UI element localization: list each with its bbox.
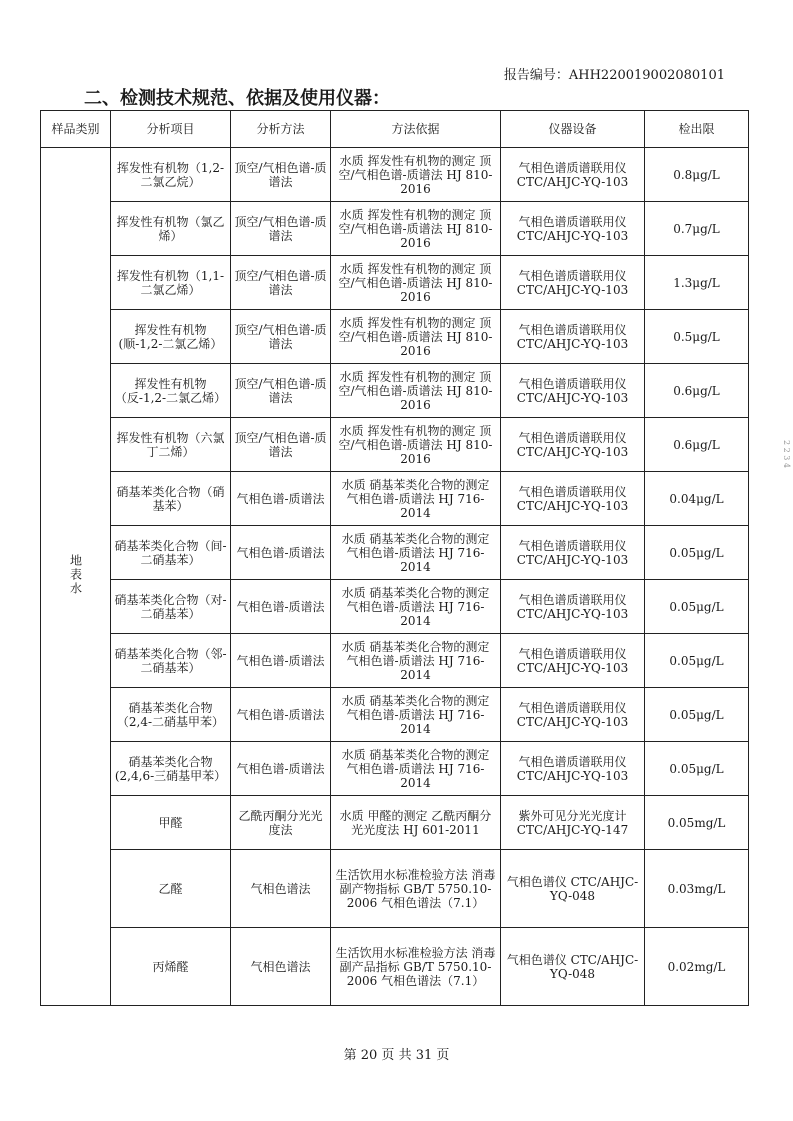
table-row (41, 148, 749, 202)
limit-cell: 0.6μg/L (645, 364, 749, 418)
table-row (41, 796, 749, 850)
table-row (41, 202, 749, 256)
table-row (41, 364, 749, 418)
item-cell: 挥发性有机物（氯乙烯） (111, 202, 231, 256)
table-row (41, 580, 749, 634)
instrument-cell: 气相色谱仪 CTC/AHJC-YQ-048 (501, 928, 645, 1006)
table-header-row (41, 111, 749, 148)
method-cell: 气相色谱-质谱法 (231, 688, 331, 742)
basis-cell: 水质 挥发性有机物的测定 顶空/气相色谱-质谱法 HJ 810-2016 (331, 148, 501, 202)
instrument-cell: 紫外可见分光光度计 CTC/AHJC-YQ-147 (501, 796, 645, 850)
limit-cell: 0.05μg/L (645, 688, 749, 742)
method-cell: 顶空/气相色谱-质谱法 (231, 418, 331, 472)
limit-cell: 0.02mg/L (645, 928, 749, 1006)
table-row (41, 928, 749, 1006)
basis-cell: 水质 硝基苯类化合物的测定 气相色谱-质谱法 HJ 716-2014 (331, 580, 501, 634)
limit-cell: 0.05μg/L (645, 742, 749, 796)
method-cell: 气相色谱法 (231, 928, 331, 1006)
table-row (41, 418, 749, 472)
header-category: 样品类别 (41, 111, 111, 148)
method-cell: 顶空/气相色谱-质谱法 (231, 310, 331, 364)
header-method: 分析方法 (231, 111, 331, 148)
basis-cell: 水质 挥发性有机物的测定 顶空/气相色谱-质谱法 HJ 810-2016 (331, 364, 501, 418)
method-cell: 顶空/气相色谱-质谱法 (231, 148, 331, 202)
method-cell: 顶空/气相色谱-质谱法 (231, 364, 331, 418)
instrument-cell: 气相色谱质谱联用仪 CTC/AHJC-YQ-103 (501, 418, 645, 472)
basis-cell: 水质 硝基苯类化合物的测定 气相色谱-质谱法 HJ 716-2014 (331, 742, 501, 796)
table-row (41, 688, 749, 742)
instrument-cell: 气相色谱质谱联用仪 CTC/AHJC-YQ-103 (501, 580, 645, 634)
basis-cell: 水质 挥发性有机物的测定 顶空/气相色谱-质谱法 HJ 810-2016 (331, 310, 501, 364)
item-cell: 挥发性有机物（1,2-二氯乙烷） (111, 148, 231, 202)
category-cell (41, 148, 111, 1006)
method-cell: 气相色谱法 (231, 850, 331, 928)
item-cell: 甲醛 (111, 796, 231, 850)
page-number: 第 20 页 共 31 页 (343, 1048, 450, 1063)
basis-cell: 水质 甲醛的测定 乙酰丙酮分光光度法 HJ 601-2011 (331, 796, 501, 850)
category-label: 地表水 (68, 554, 83, 596)
limit-cell: 1.3μg/L (645, 256, 749, 310)
instrument-cell: 气相色谱质谱联用仪 CTC/AHJC-YQ-103 (501, 256, 645, 310)
item-cell: 挥发性有机物（反-1,2-二氯乙烯） (111, 364, 231, 418)
basis-cell: 水质 挥发性有机物的测定 顶空/气相色谱-质谱法 HJ 810-2016 (331, 418, 501, 472)
limit-cell: 0.05μg/L (645, 526, 749, 580)
item-cell: 硝基苯类化合物（硝基苯） (111, 472, 231, 526)
header-limit: 检出限 (645, 111, 749, 148)
report-number: 报告编号：AHH220019002080101 (503, 68, 725, 83)
method-cell: 气相色谱-质谱法 (231, 472, 331, 526)
basis-cell: 生活饮用水标准检验方法 消毒副产物指标 GB/T 5750.10-2006 气相色谱法（7.1） (331, 850, 501, 928)
instrument-cell: 气相色谱质谱联用仪 CTC/AHJC-YQ-103 (501, 472, 645, 526)
method-cell: 气相色谱-质谱法 (231, 634, 331, 688)
table-row (41, 310, 749, 364)
header-item: 分析项目 (111, 111, 231, 148)
limit-cell: 0.03mg/L (645, 850, 749, 928)
limit-cell: 0.5μg/L (645, 310, 749, 364)
basis-cell: 水质 硝基苯类化合物的测定 气相色谱-质谱法 HJ 716-2014 (331, 688, 501, 742)
item-cell: 挥发性有机物（六氯丁二烯） (111, 418, 231, 472)
instrument-cell: 气相色谱质谱联用仪 CTC/AHJC-YQ-103 (501, 634, 645, 688)
item-cell: 硝基苯类化合物（邻-二硝基苯） (111, 634, 231, 688)
method-cell: 气相色谱-质谱法 (231, 526, 331, 580)
method-cell: 顶空/气相色谱-质谱法 (231, 202, 331, 256)
item-cell: 乙醛 (111, 850, 231, 928)
method-cell: 乙酰丙酮分光光度法 (231, 796, 331, 850)
instrument-cell: 气相色谱质谱联用仪 CTC/AHJC-YQ-103 (501, 364, 645, 418)
limit-cell: 0.05μg/L (645, 580, 749, 634)
limit-cell: 0.6μg/L (645, 418, 749, 472)
instrument-cell: 气相色谱仪 CTC/AHJC-YQ-048 (501, 850, 645, 928)
basis-cell: 水质 挥发性有机物的测定 顶空/气相色谱-质谱法 HJ 810-2016 (331, 202, 501, 256)
instrument-cell: 气相色谱质谱联用仪 CTC/AHJC-YQ-103 (501, 310, 645, 364)
item-cell: 挥发性有机物(顺-1,2-二氯乙烯） (111, 310, 231, 364)
basis-cell: 水质 硝基苯类化合物的测定 气相色谱-质谱法 HJ 716-2014 (331, 472, 501, 526)
header-basis: 方法依据 (331, 111, 501, 148)
table-row (41, 472, 749, 526)
instrument-cell: 气相色谱质谱联用仪 CTC/AHJC-YQ-103 (501, 742, 645, 796)
basis-cell: 水质 硝基苯类化合物的测定 气相色谱-质谱法 HJ 716-2014 (331, 634, 501, 688)
method-cell: 顶空/气相色谱-质谱法 (231, 256, 331, 310)
instrument-cell: 气相色谱质谱联用仪 CTC/AHJC-YQ-103 (501, 526, 645, 580)
limit-cell: 0.05mg/L (645, 796, 749, 850)
table-row (41, 742, 749, 796)
table-row (41, 526, 749, 580)
item-cell: 挥发性有机物（1,1-二氯乙烯） (111, 256, 231, 310)
limit-cell: 0.8μg/L (645, 148, 749, 202)
instrument-cell: 气相色谱质谱联用仪 CTC/AHJC-YQ-103 (501, 688, 645, 742)
basis-cell: 水质 硝基苯类化合物的测定 气相色谱-质谱法 HJ 716-2014 (331, 526, 501, 580)
item-cell: 硝基苯类化合物(2,4,6-三硝基甲苯） (111, 742, 231, 796)
method-cell: 气相色谱-质谱法 (231, 742, 331, 796)
spec-table (40, 110, 749, 1006)
table-row (41, 850, 749, 928)
item-cell: 硝基苯类化合物（2,4-二硝基甲苯） (111, 688, 231, 742)
item-cell: 硝基苯类化合物（间-二硝基苯） (111, 526, 231, 580)
item-cell: 丙烯醛 (111, 928, 231, 1006)
limit-cell: 0.04μg/L (645, 472, 749, 526)
method-cell: 气相色谱-质谱法 (231, 580, 331, 634)
instrument-cell: 气相色谱质谱联用仪 CTC/AHJC-YQ-103 (501, 148, 645, 202)
margin-mark: 2 2 3 4 (782, 440, 791, 468)
header-instrument: 仪器设备 (501, 111, 645, 148)
basis-cell: 水质 挥发性有机物的测定 顶空/气相色谱-质谱法 HJ 810-2016 (331, 256, 501, 310)
limit-cell: 0.05μg/L (645, 634, 749, 688)
item-cell: 硝基苯类化合物（对-二硝基苯） (111, 580, 231, 634)
instrument-cell: 气相色谱质谱联用仪 CTC/AHJC-YQ-103 (501, 202, 645, 256)
limit-cell: 0.7μg/L (645, 202, 749, 256)
basis-cell: 生活饮用水标准检验方法 消毒副产品指标 GB/T 5750.10-2006 气相色谱法（7.1） (331, 928, 501, 1006)
table-row (41, 634, 749, 688)
table-row (41, 256, 749, 310)
section-title: 二、检测技术规范、依据及使用仪器： (84, 88, 390, 109)
